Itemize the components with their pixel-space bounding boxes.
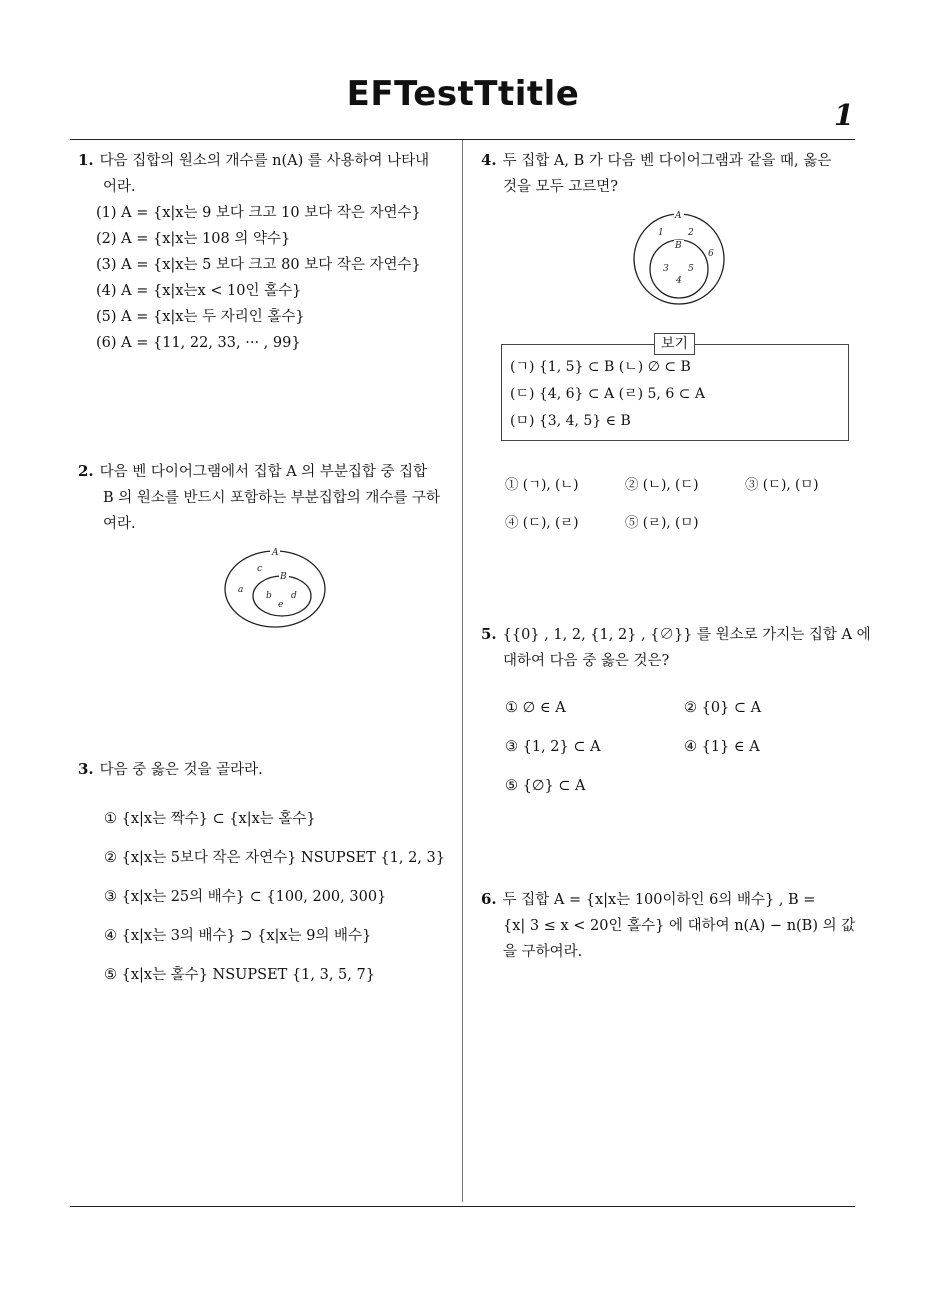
venn-element-d: d — [291, 591, 297, 601]
question-text: 두 집합 A = {x|x는 100이하인 6의 배수} , B = — [502, 892, 816, 908]
sub-item: (6) A = {11, 22, 33, ··· , 99} — [96, 335, 301, 351]
question-number: 3. — [78, 760, 94, 778]
footer-rule — [70, 1206, 855, 1207]
choice-2: ② (ㄴ), (ㄷ) — [625, 477, 699, 493]
choice-4: ④ {x|x는 3의 배수} ⊃ {x|x는 9의 배수} — [104, 928, 372, 944]
page-number: 1 — [833, 98, 854, 132]
bogi-line: (ㄷ) {4, 6} ⊂ A (ㄹ) 5, 6 ⊂ A — [510, 386, 705, 402]
choice-2: ② {0} ⊂ A — [684, 700, 762, 716]
choice-5: ⑤ {x|x는 홀수} NSUPSET {1, 3, 5, 7} — [104, 967, 375, 983]
column-divider — [462, 140, 463, 1202]
question-number: 6. — [481, 890, 497, 908]
venn-diagram-q4 — [630, 207, 728, 307]
bogi-title: 보기 — [654, 333, 695, 355]
question-1 — [78, 147, 458, 356]
choice-3: ③ (ㄷ), (ㅁ) — [745, 477, 819, 493]
choice-5: ⑤ {∅} ⊂ A — [505, 778, 586, 794]
choice-1: ① {x|x는 짝수} ⊂ {x|x는 홀수} — [104, 811, 316, 827]
question-text: 두 집합 A, B 가 다음 벤 다이어그램과 같을 때, 옳은 — [502, 153, 832, 169]
choice-1: ① ∅ ∈ A — [505, 700, 566, 716]
question-text: 것을 모두 고르면? — [503, 179, 619, 195]
sub-item: (4) A = {x|x는x < 10인 홀수} — [96, 283, 302, 299]
venn-label-b-set: B — [280, 572, 287, 582]
page-title: EFTestTtitle — [346, 74, 580, 114]
question-text: 어라. — [103, 179, 136, 195]
sub-item: (5) A = {x|x는 두 자리인 홀수} — [96, 309, 305, 325]
venn-label-b-set: B — [675, 241, 682, 251]
question-text: {{0} , 1, 2, {1, 2} , {∅}} 를 원소로 가지는 집합 A 에 — [502, 627, 871, 643]
question-number: 5. — [481, 625, 497, 643]
venn-element-3: 3 — [663, 264, 669, 274]
question-5 — [481, 621, 871, 674]
question-text: 을 구하여라. — [503, 944, 583, 960]
venn-label-a-set: A — [675, 211, 682, 221]
venn-element-1: 1 — [658, 228, 664, 238]
choice-4: ④ (ㄷ), (ㄹ) — [505, 515, 579, 531]
venn-element-a: a — [238, 585, 244, 595]
question-text: 다음 중 옳은 것을 골라라. — [99, 762, 263, 778]
sub-item: (2) A = {x|x는 108 의 약수} — [96, 231, 291, 247]
venn-element-2: 2 — [688, 228, 694, 238]
venn-label-a-set: A — [272, 548, 279, 558]
bogi-line: (ㄱ) {1, 5} ⊂ B (ㄴ) ∅ ⊂ B — [510, 359, 691, 375]
question-number: 2. — [78, 462, 94, 480]
question-2 — [78, 458, 458, 537]
question-text: 다음 벤 다이어그램에서 집합 A 의 부분집합 중 집합 — [99, 464, 428, 480]
choice-3: ③ {x|x는 25의 배수} ⊂ {100, 200, 300} — [104, 889, 387, 905]
venn-element-b: b — [266, 591, 272, 601]
question-number: 1. — [78, 151, 94, 169]
choice-3: ③ {1, 2} ⊂ A — [505, 739, 601, 755]
choice-1: ① (ㄱ), (ㄴ) — [505, 477, 579, 493]
choice-4: ④ {1} ∈ A — [684, 739, 760, 755]
choice-2: ② {x|x는 5보다 작은 자연수} NSUPSET {1, 2, 3} — [104, 850, 445, 866]
question-number: 4. — [481, 151, 497, 169]
sub-item: (3) A = {x|x는 5 보다 크고 80 보다 작은 자연수} — [96, 257, 421, 273]
question-4 — [481, 147, 861, 200]
question-3 — [78, 756, 458, 783]
question-text: 다음 집합의 원소의 개수를 n(A) 를 사용하여 나타내 — [99, 153, 430, 169]
venn-element-4: 4 — [676, 276, 682, 286]
question-text: B 의 원소를 반드시 포함하는 부분집합의 개수를 구하 — [103, 490, 441, 506]
choice-5: ⑤ (ㄹ), (ㅁ) — [625, 515, 699, 531]
bogi-line: (ㅁ) {3, 4, 5} ∈ B — [510, 413, 631, 429]
venn-element-e: e — [278, 600, 284, 610]
question-text: {x| 3 ≤ x < 20인 홀수} 에 대하여 n(A) − n(B) 의 값 — [503, 918, 856, 934]
question-6 — [481, 886, 861, 965]
venn-element-c: c — [257, 564, 263, 574]
venn-diagram-q2 — [222, 545, 328, 631]
venn-element-6: 6 — [708, 249, 714, 259]
sub-item: (1) A = {x|x는 9 보다 크고 10 보다 작은 자연수} — [96, 205, 421, 221]
question-text: 대하여 다음 중 옳은 것은? — [503, 653, 670, 669]
venn-element-5: 5 — [688, 264, 694, 274]
question-text: 여라. — [103, 516, 136, 532]
